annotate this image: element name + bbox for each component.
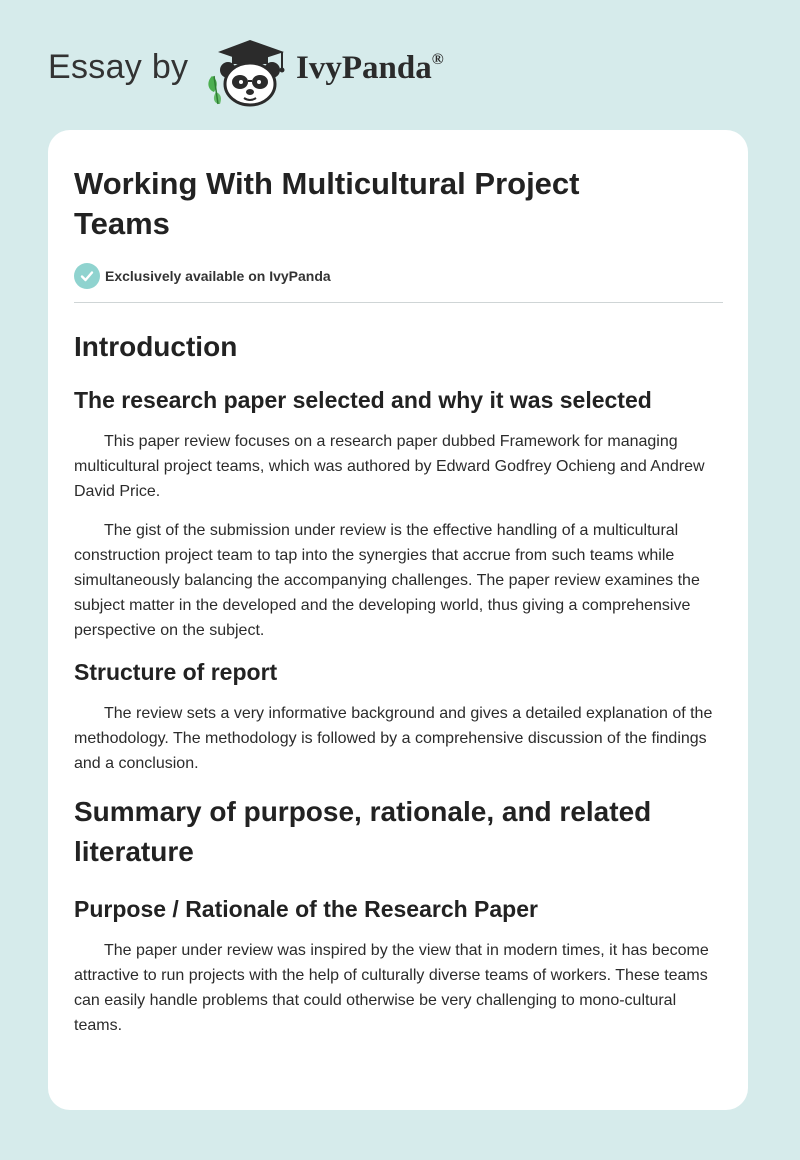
heading-structure-of-report: Structure of report bbox=[74, 659, 278, 685]
paragraph: The paper under review was inspired by the view that in modern times, it has become attractive to run projects with the help of culturally diverse teams of workers. These teams can easily handle problems that could otherwise be very challenging to mono-cultural teams. bbox=[74, 942, 709, 1034]
brand-name-text: IvyPanda bbox=[296, 50, 432, 86]
badge-text: Exclusively available on IvyPanda bbox=[105, 268, 331, 284]
brand-header bbox=[48, 36, 488, 108]
heading-purpose-rationale: Purpose / Rationale of the Research Paper bbox=[74, 896, 538, 922]
heading-summary: Summary of purpose, rationale, and related literature bbox=[74, 796, 652, 867]
heading-research-paper-selected: The research paper selected and why it was selected bbox=[74, 387, 652, 413]
check-icon bbox=[74, 263, 100, 289]
paragraph: The review sets a very informative background and gives a detailed explanation of the methodology. The methodology is followed by a comprehensive discussion of the findings and a conclusion. bbox=[74, 705, 713, 772]
exclusive-badge bbox=[74, 262, 722, 290]
essay-card bbox=[48, 130, 748, 1110]
brand-name[interactable] bbox=[296, 50, 444, 87]
brand-prefix: Essay by bbox=[48, 48, 189, 86]
divider bbox=[74, 302, 723, 303]
page-title: Working With Multicultural Project Teams bbox=[74, 166, 580, 241]
heading-introduction: Introduction bbox=[74, 331, 238, 362]
panda-logo-icon[interactable] bbox=[204, 36, 296, 108]
paragraph: This paper review focuses on a research paper dubbed Framework for managing multicultural project teams, which was authored by Edward Godfrey Ochieng and Andrew David Price. bbox=[74, 433, 705, 500]
registered-mark: ® bbox=[431, 51, 444, 68]
paragraph: The gist of the submission under review is the effective handling of a multicultural construction project team to tap into the synergies that accrue from such teams while simultaneously balancing the accompanying challenges. The paper review examines the subject matter in the developed and the developing world, thus giving a comprehensive perspective on the subject. bbox=[74, 522, 700, 639]
